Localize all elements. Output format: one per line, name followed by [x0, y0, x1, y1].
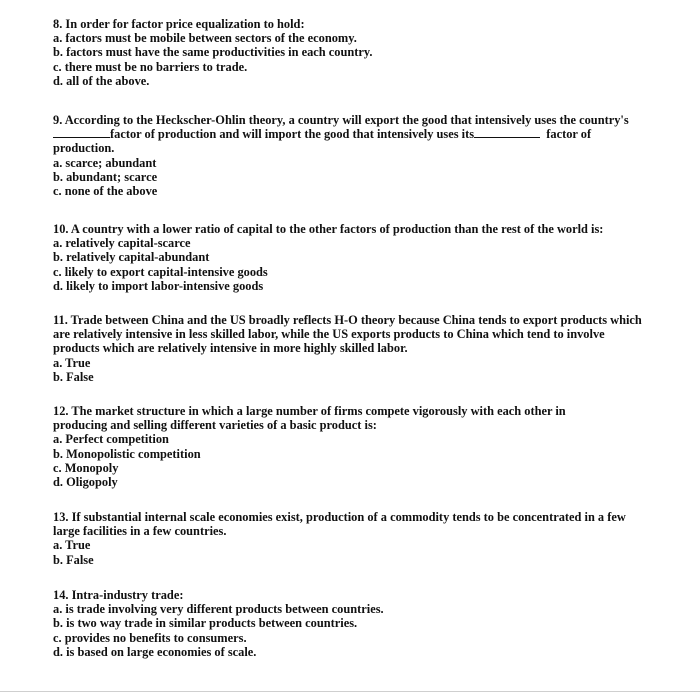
question-12-option-d: d. Oligopoly — [53, 475, 118, 490]
question-14-option-b: b. is two way trade in similar products between countries. — [53, 616, 358, 631]
question-10-option-c: c. likely to export capital-intensive goods — [53, 264, 268, 279]
question-8-option-c: c. there must be no barriers to trade. — [53, 59, 248, 74]
answer-blank-1[interactable] — [53, 127, 110, 138]
question-11-stem-line-2: are relatively intensive in less skilled labor, while the US exports products to China which tend to involve — [53, 327, 605, 342]
question-9-stem-line-3: production. — [53, 141, 115, 156]
question-10-option-a: a. relatively capital-scarce — [53, 236, 191, 251]
question-11-stem-line-1: 11. Trade between China and the US broadly reflects H-O theory because China tends to export products which — [53, 313, 642, 327]
question-13 — [53, 510, 653, 567]
question-10-option-b: b. relatively capital-abundant — [53, 250, 210, 265]
question-14 — [53, 588, 653, 659]
question-13-option-b: b. False — [53, 552, 94, 567]
question-13-stem-line-2: large facilities in a few countries. — [53, 524, 227, 539]
question-11 — [53, 313, 653, 384]
question-11-option-b: b. False — [53, 369, 94, 384]
question-12-option-c: c. Monopoly — [53, 460, 119, 475]
question-8-option-b: b. factors must have the same productivities in each country. — [53, 45, 373, 60]
question-12-option-a: a. Perfect competition — [53, 432, 169, 447]
question-9-stem-line-1: 9. According to the Heckscher-Ohlin theory, a country will export the good that intensively uses the country's — [53, 113, 629, 127]
question-11-stem-line-3: products which are relatively intensive in more highly skilled labor. — [53, 341, 408, 356]
question-14-option-d: d. is based on large economies of scale. — [53, 644, 257, 659]
question-9-option-b: b. abundant; scarce — [53, 169, 158, 184]
question-9 — [53, 113, 653, 198]
question-10-stem: 10. A country with a lower ratio of capital to the other factors of production than the rest of the world is: — [53, 222, 604, 236]
question-12-option-b: b. Monopolistic competition — [53, 446, 201, 461]
question-12 — [53, 404, 653, 489]
question-11-option-a: a. True — [53, 355, 91, 370]
question-13-option-a: a. True — [53, 538, 91, 553]
question-9-stem-line-2-tail: factor of — [546, 127, 592, 142]
question-8-option-a: a. factors must be mobile between sectors of the economy. — [53, 31, 357, 46]
question-14-option-c: c. provides no benefits to consumers. — [53, 630, 247, 645]
question-8-stem: 8. In order for factor price equalization to hold: — [53, 17, 305, 31]
question-10-option-d: d. likely to import labor-intensive goods — [53, 278, 264, 293]
question-9-stem-line-2-text: factor of production and will import the good that intensively uses its — [110, 127, 475, 142]
question-13-stem-line-1: 13. If substantial internal scale economies exist, production of a commodity tends to be concentrated in a few — [53, 510, 626, 524]
question-14-option-a: a. is trade involving very different products between countries. — [53, 602, 384, 617]
question-12-stem-line-1: 12. The market structure in which a large number of firms compete vigorously with each other in — [53, 404, 566, 418]
question-12-stem-line-2: producing and selling different varieties of a basic product is: — [53, 418, 377, 433]
question-8 — [53, 17, 653, 88]
question-14-stem: 14. Intra-industry trade: — [53, 588, 184, 602]
page-bottom-divider — [0, 691, 700, 692]
answer-blank-2[interactable] — [474, 127, 540, 138]
question-10 — [53, 222, 653, 293]
question-8-option-d: d. all of the above. — [53, 73, 150, 88]
question-9-option-a: a. scarce; abundant — [53, 155, 157, 170]
question-9-stem-line-2 — [53, 127, 653, 141]
question-9-option-c: c. none of the above — [53, 184, 158, 199]
